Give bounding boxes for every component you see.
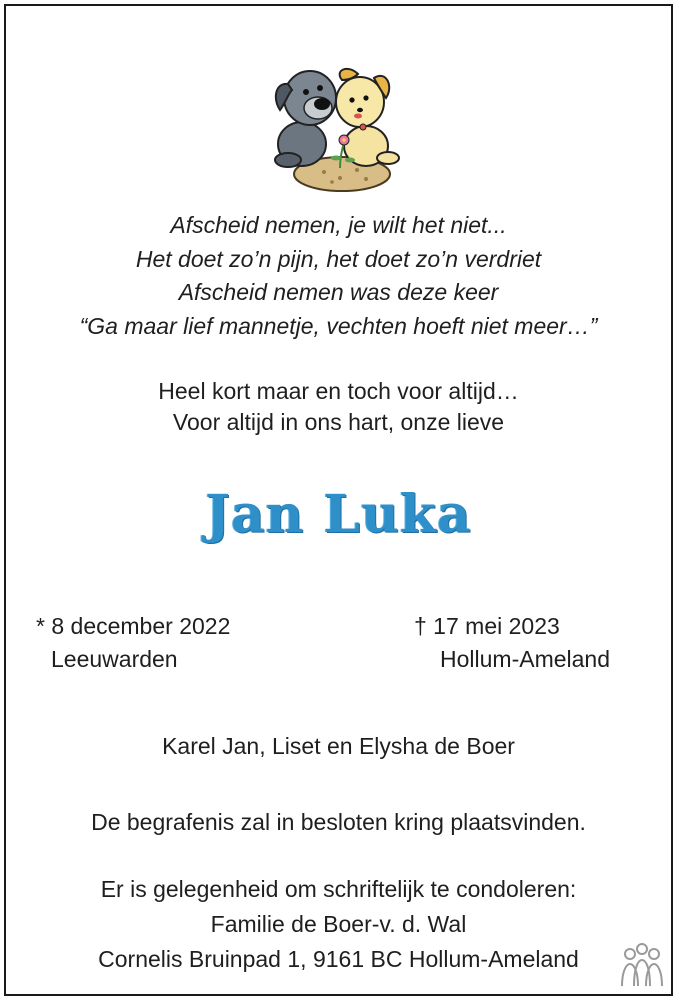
poem-line: Afscheid nemen was deze keer (178, 279, 499, 305)
people-group-logo-icon (616, 942, 668, 988)
birth-info (36, 610, 230, 676)
condolence-line: Familie de Boer-v. d. Wal (210, 911, 467, 937)
death-info (414, 610, 610, 676)
intro-text (0, 376, 677, 438)
poem (0, 209, 677, 343)
birth-place: Leeuwarden (51, 646, 178, 672)
death-place: Hollum-Ameland (440, 646, 611, 672)
poem-line: “Ga maar lief mannetje, vechten hoeft niet meer…” (79, 312, 598, 339)
dog-duo-illustration-icon (262, 58, 412, 198)
intro-line: Voor altijd in ons hart, onze lieve (172, 409, 505, 435)
birth-date: * 8 december 2022 (36, 613, 231, 639)
intro-line: Heel kort maar en toch voor altijd… (158, 378, 519, 404)
family-names: Karel Jan, Liset en Elysha de Boer (162, 733, 515, 759)
condolence-line: Er is gelegenheid om schriftelijk te condoleren: (100, 876, 577, 902)
condolence-info (0, 872, 677, 977)
poem-line: Het doet zo’n pijn, het doet zo’n verdriet (135, 245, 542, 272)
funeral-notice: De begrafenis zal in besloten kring plaatsvinden. (91, 809, 586, 835)
death-date: † 17 mei 2023 (414, 613, 560, 639)
deceased-name: Jan Luka (205, 484, 472, 545)
poem-line: Afscheid nemen, je wilt het niet... (170, 212, 507, 238)
condolence-line: Cornelis Bruinpad 1, 9161 BC Hollum-Ameland (98, 946, 579, 972)
